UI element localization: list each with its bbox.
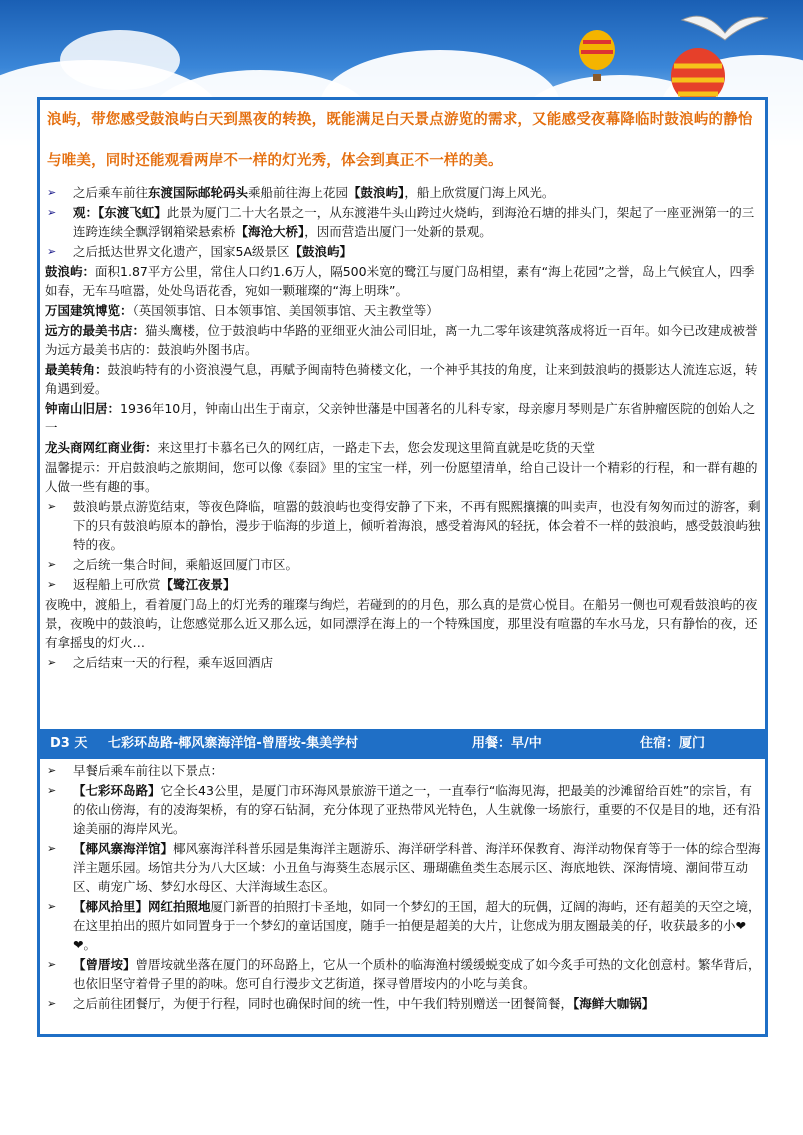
paragraph-zhongnanshan: 钟南山旧居：1936年10月，钟南山出生于南京，父亲钟世藩是中国著名的儿科专家，母亲廖月琴则是广东省肿瘤医院的创始人之一 [45,401,756,435]
day3-content [45,760,763,1014]
day3-header-bar [40,729,765,759]
list-item: ➢ 【七彩环岛路】它全长43公里，是厦门市环海风景旅游干道之一，一直奉行“临海见海，把最美的沙滩留给百姓”的宗旨，有的依山傍海，有的凌海架桥，有的穿石钻洞，充分体现了亚热带风光特色，人生就像一场旅行，重要的不仅是目的地，还有沿途美丽的海岸风光。 [47,783,761,836]
arrow-icon: ➢ [47,958,57,971]
arrow-icon: ➢ [47,186,57,199]
arrow-icon: ➢ [47,500,57,513]
list-item: ➢ 观：【东渡飞虹】此景为厦门二十大名景之一，从东渡港牛头山跨过火烧屿，到海沧石塘的排头门，架起了一座亚洲第一的三连跨连续全飘浮钢箱梁悬索桥【海沧大桥】，因而营造出厦门一处新的景观。 [47,205,755,239]
list-item: ➢ 【椰风寨海洋馆】椰风寨海洋科普乐园是集海洋主题游乐、海洋研学科普、海洋环保教育、海洋动物保育等于一体的综合型海洋主题乐园。场馆共分为八大区域：小丑鱼与海葵生态展示区、珊瑚礁鱼类生态展示区、海底地铁、深海情境、潮间带互动区、萌宠广场、梦幻水母区、大洋海域生态区。 [47,841,761,894]
arrow-icon: ➢ [47,245,57,258]
paragraph-street: 龙头商网红商业街：来这里打卡慕名已久的网红店，一路走下去，您会发现这里简直就是吃货的天堂 [45,440,596,455]
arrow-icon: ➢ [47,578,57,591]
day-label: D3 天 [50,736,88,751]
list-item: ➢ 之后结束一天的行程，乘车返回酒店 [47,655,274,670]
list-item: ➢ 【椰风拾里】网红拍照地厦门新晋的拍照打卡圣地，如同一个梦幻的王国，超大的玩偶，辽阔的海屿，还有超美的天空之境，在这里拍出的照片如同置身于一个梦幻的童话国度，随手一拍便是超美的大片，让您成为朋友圈最美的仔，收获最多的小❤❤。 [47,899,761,952]
arrow-icon: ➢ [47,656,57,669]
paragraph-gulangyu: 鼓浪屿：面积1.87平方公里，常住人口约1.6万人，隔500米宽的鹭江与厦门岛相望，素有“海上花园”之誉，岛上气候宜人，四季如春，无车马喧嚣，处处鸟语花香，宛如一颗璀璨的“海上明珠”。 [45,264,755,298]
list-item: ➢ 之后抵达世界文化遗产，国家5A级景区【鼓浪屿】 [47,244,353,259]
seagull-icon [680,8,770,53]
list-item: ➢ 返程船上可欣赏【鹭江夜景】 [47,577,236,592]
paragraph-architecture: 万国建筑博览：（英国领事馆、日本领事馆、美国领事馆、天主教堂等） [45,303,439,318]
arrow-icon: ➢ [47,900,57,913]
list-item: ➢ 早餐后乘车前往以下景点： [47,763,224,778]
meal-label: 用餐：早/中 [472,736,542,751]
route-label: 七彩环岛路-椰风寨海洋馆-曾厝垵-集美学村 [108,736,359,751]
list-item: ➢ 之后统一集合时间，乘船返回厦门市区。 [47,557,299,572]
arrow-icon: ➢ [47,784,57,797]
list-item: ➢ 之后乘车前往东渡国际邮轮码头乘船前往海上花园【鼓浪屿】，船上欣赏厦门海上风光。 [47,185,555,200]
tip-text: 温馨提示：开启鼓浪屿之旅期间，您可以像《泰囧》里的宝宝一样，列一份愿望清单，给自己设计一个精彩的行程，和一群有趣的人做一些有趣的事。 [45,460,758,494]
hot-air-balloon-small-icon [575,30,620,90]
stay-label: 住宿：厦门 [640,736,706,751]
list-item: ➢ 之后前往团餐厅，为便于行程，同时也确保时间的统一性，中午我们特别赠送一团餐简餐，【海鲜大咖锅】 [47,996,655,1011]
arrow-icon: ➢ [47,842,57,855]
arrow-icon: ➢ [47,764,57,777]
list-item: ➢ 鼓浪屿景点游览结束，等夜色降临，喧嚣的鼓浪屿也变得安静了下来，不再有熙熙攘攘的叫卖声，也没有匆匆而过的游客，剩下的只有鼓浪屿原本的静怡，漫步于临海的步道上，倾听着海浪，感受着海风的轻抚，体会着不一样的鼓浪屿，感受鼓浪屿独特的夜。 [47,499,761,552]
day2-content [45,100,763,673]
paragraph-corner: 最美转角：鼓浪屿特有的小资浪漫气息，再赋予闽南特色骑楼文化，一个神乎其技的角度，让来到鼓浪屿的摄影达人流连忘返，转角遇到爱。 [45,362,758,396]
arrow-icon: ➢ [47,206,57,219]
list-item: ➢ 【曾厝垵】曾厝垵就坐落在厦门的环岛路上，它从一个质朴的临海渔村缓缓蜕变成了如今炙手可热的文化创意村。繁华背后，也依旧坚守着骨子里的韵味。您可自行漫步文艺街道，探寻曾厝垵内的小吃与美食。 [47,957,761,991]
paragraph-bookstore: 远方的最美书店：猫头鹰楼，位于鼓浪屿中华路的亚细亚火油公司旧址，离一九二零年该建筑落成将近一百年。如今已改建成被誉为远方最美书店的：鼓浪屿外图书店。 [45,323,758,357]
arrow-icon: ➢ [47,558,57,571]
night-text: 夜晚中，渡船上，看着厦门岛上的灯光秀的璀璨与绚烂，若碰到的的月色，那么真的是赏心悦目。在船另一侧也可观看鼓浪屿的夜景，夜晚中的鼓浪屿，让您感觉那么近又那么远，如同漂浮在海上的一个特殊国度，那里没有喧嚣的车水马龙，只有静怡的夜，还有拿摇曳的灯火… [45,597,758,650]
arrow-icon: ➢ [47,997,57,1010]
intro-text: 浪屿，带您感受鼓浪屿白天到黑夜的转换，既能满足白天景点游览的需求，又能感受夜幕降临时鼓浪屿的静怡与唯美，同时还能观看两岸不一样的灯光秀，体会到真正不一样的美。 [47,112,753,169]
